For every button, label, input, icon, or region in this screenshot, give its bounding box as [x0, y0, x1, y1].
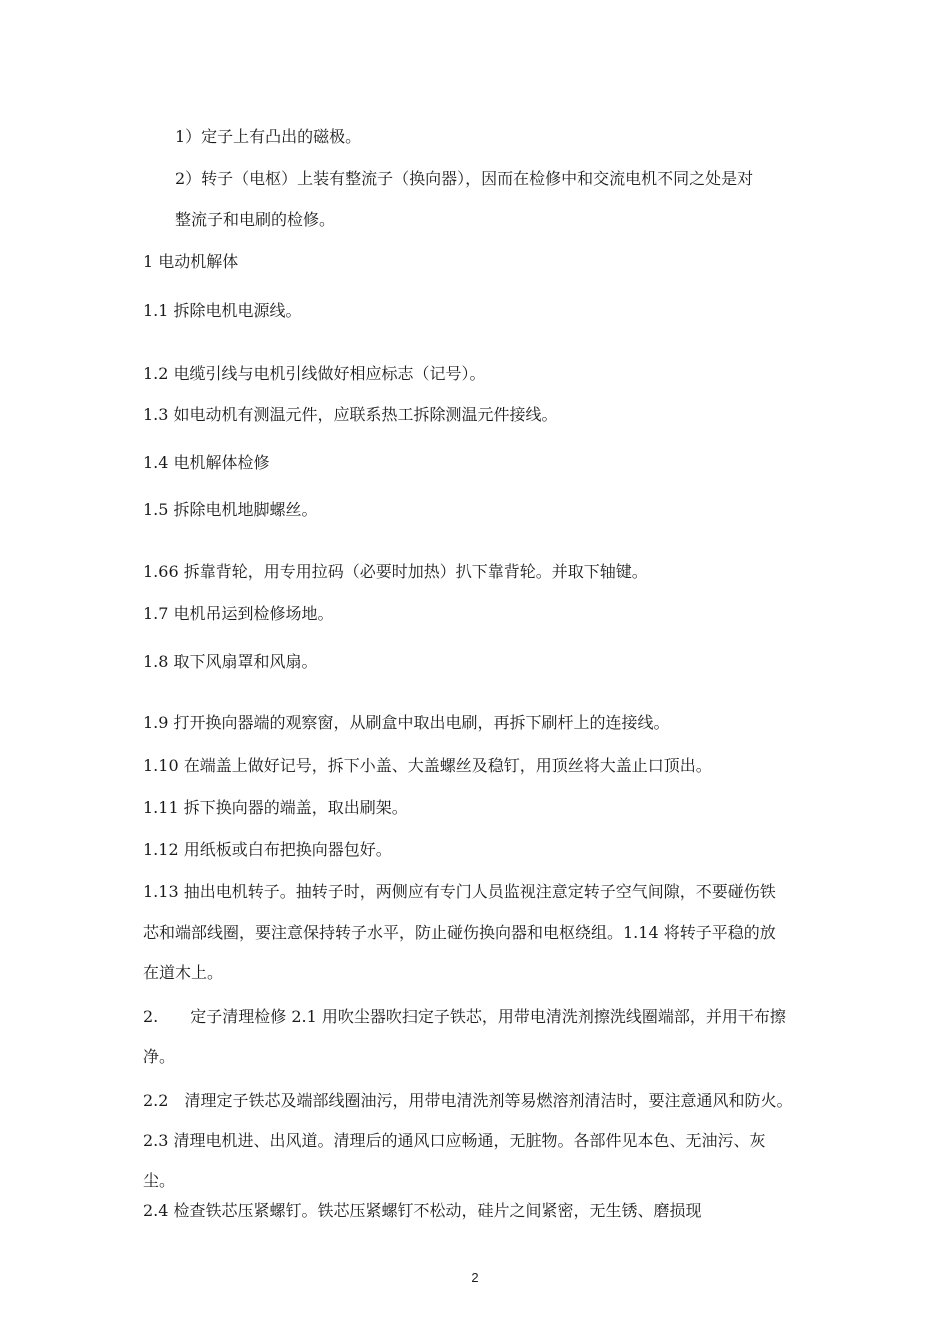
text-line: 2. 定子清理检修 2.1 用吹尘器吹扫定子铁芯，用带电清洗剂擦洗线圈端部，并用干布擦 [143, 1007, 786, 1026]
text-line: 1.7 电机吊运到检修场地。 [143, 604, 334, 623]
text-line: 整流子和电刷的检修。 [175, 210, 336, 229]
text-line: 2）转子（电枢）上装有整流子（换向器），因而在检修中和交流电机不同之处是对 [175, 169, 754, 188]
section-heading: 1 电动机解体 [143, 252, 239, 271]
text-line: 净。 [143, 1047, 176, 1066]
text-line: 2.4 检查铁芯压紧螺钉。铁芯压紧螺钉不松动，硅片之间紧密，无生锈、磨损现 [143, 1201, 702, 1220]
text-line: 1.5 拆除电机地脚螺丝。 [143, 500, 318, 519]
text-line: 1.1 拆除电机电源线。 [143, 301, 302, 320]
text-line: 1.66 拆靠背轮，用专用拉码（必要时加热）扒下靠背轮。并取下轴键。 [143, 562, 648, 581]
text-line: 1.4 电机解体检修 [143, 453, 270, 472]
text-line: 在道木上。 [143, 963, 224, 982]
text-line: 1.10 在端盖上做好记号，拆下小盖、大盖螺丝及稳钉，用顶丝将大盖止口顶出。 [143, 756, 712, 775]
text-line: 1.2 电缆引线与电机引线做好相应标志（记号）。 [143, 364, 486, 383]
page-number: 2 [471, 1270, 479, 1285]
text-line: 2.3 清理电机进、出风道。清理后的通风口应畅通，无脏物。各部件见本色、无油污、灰 [143, 1131, 766, 1150]
text-line: 1.13 抽出电机转子。抽转子时，两侧应有专门人员监视注意定转子空气间隙，不要碰伤铁 [143, 882, 776, 901]
text-line: 1.8 取下风扇罩和风扇。 [143, 652, 318, 671]
text-line: 2.2 清理定子铁芯及端部线圈油污，用带电清洗剂等易燃溶剂清洁时，要注意通风和防火。 [143, 1091, 793, 1110]
text-line: 芯和端部线圈，要注意保持转子水平，防止碰伤换向器和电枢绕组。1.14 将转子平稳的放 [143, 923, 776, 942]
text-line: 1）定子上有凸出的磁极。 [175, 127, 362, 146]
text-line: 1.9 打开换向器端的观察窗，从刷盒中取出电刷，再拆下刷杆上的连接线。 [143, 713, 670, 732]
text-line: 1.3 如电动机有测温元件，应联系热工拆除测温元件接线。 [143, 405, 558, 424]
text-line: 尘。 [143, 1171, 176, 1190]
text-line: 1.11 拆下换向器的端盖，取出刷架。 [143, 798, 408, 817]
text-line: 1.12 用纸板或白布把换向器包好。 [143, 840, 392, 859]
